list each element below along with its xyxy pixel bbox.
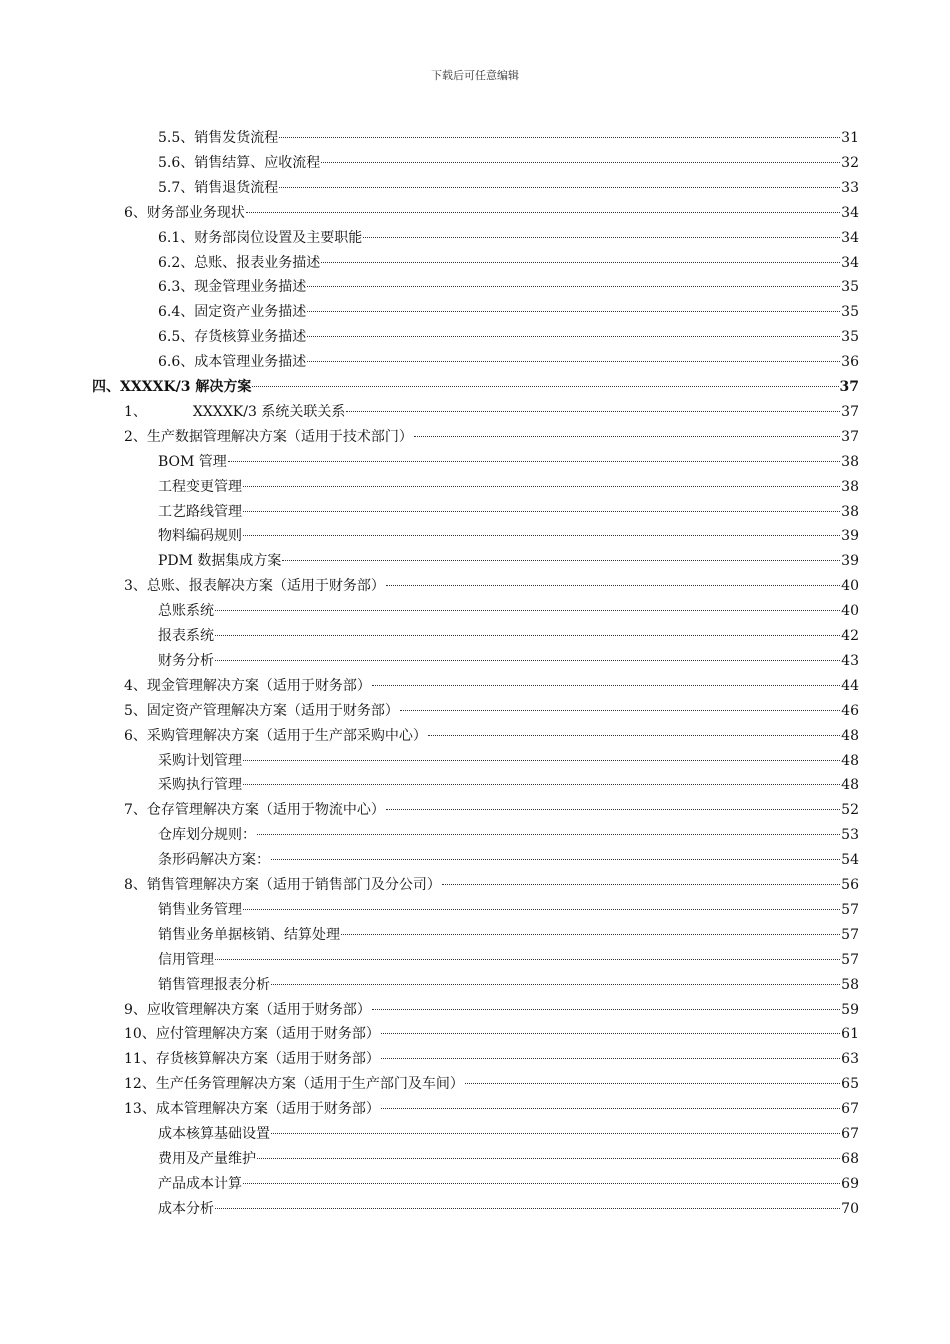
- toc-dot-leader: [307, 311, 840, 312]
- toc-entry-page-number: 54: [841, 852, 859, 869]
- toc-entry-page-number: 61: [841, 1026, 859, 1043]
- toc-entry-title: 产品成本计算: [158, 1175, 242, 1192]
- toc-entry-title: 6.3、现金管理业务描述: [158, 279, 307, 296]
- toc-entry-title: 13、成本管理解决方案（适用于财务部）: [124, 1101, 380, 1118]
- toc-entry-page-number: 69: [841, 1175, 859, 1192]
- toc-entry-title: 9、应收管理解决方案（适用于财务部）: [124, 1001, 371, 1018]
- toc-entry[interactable]: [158, 948, 859, 972]
- toc-entry[interactable]: [158, 500, 859, 524]
- toc-dot-leader: [257, 834, 840, 835]
- toc-entry-page-number: 34: [841, 204, 859, 221]
- toc-dot-leader: [381, 1058, 840, 1059]
- toc-entry-title: 10、应付管理解决方案（适用于财务部）: [124, 1026, 380, 1043]
- toc-entry-title: 仓库划分规则：: [158, 827, 256, 844]
- toc-entry[interactable]: [158, 251, 859, 275]
- toc-entry-page-number: 63: [841, 1051, 859, 1068]
- toc-entry[interactable]: [124, 400, 859, 424]
- toc-entry[interactable]: [158, 325, 859, 349]
- toc-entry-title: 采购执行管理: [158, 777, 242, 794]
- toc-dot-leader: [346, 411, 840, 412]
- toc-entry[interactable]: [158, 1147, 859, 1171]
- toc-entry[interactable]: [158, 126, 859, 150]
- toc-entry-page-number: 38: [841, 478, 859, 495]
- toc-entry-page-number: 67: [841, 1101, 859, 1118]
- page-header: 下载后可任意编辑: [431, 69, 519, 82]
- toc-entry-page-number: 52: [841, 802, 859, 819]
- toc-entry-title: XXXXK/3 系统关联关系: [192, 403, 346, 420]
- toc-entry[interactable]: [124, 998, 859, 1022]
- toc-entry[interactable]: [158, 923, 859, 947]
- toc-entry-title: 5、固定资产管理解决方案（适用于财务部）: [124, 702, 399, 719]
- toc-entry[interactable]: [124, 1047, 859, 1071]
- toc-entry-title: 四、XXXXK/3 解决方案: [92, 379, 252, 395]
- toc-entry-title: 6.1、财务部岗位设置及主要职能: [158, 229, 363, 246]
- toc-dot-leader: [243, 486, 840, 487]
- toc-entry-title: 6、财务部业务现状: [124, 204, 245, 221]
- toc-entry[interactable]: [158, 300, 859, 324]
- toc-entry[interactable]: [158, 450, 859, 474]
- toc-dot-leader: [215, 610, 840, 611]
- toc-entry-page-number: 39: [841, 528, 859, 545]
- toc-entry-page-number: 59: [841, 1001, 859, 1018]
- toc-dot-leader: [307, 286, 840, 287]
- toc-dot-leader: [271, 1133, 840, 1134]
- toc-entry-title: 6.6、成本管理业务描述: [158, 354, 307, 371]
- toc-dot-leader: [243, 535, 840, 536]
- toc-entry-title: PDM 数据集成方案: [158, 553, 282, 570]
- toc-entry-title: 费用及产量维护: [158, 1150, 256, 1167]
- toc-entry[interactable]: [158, 176, 859, 200]
- toc-dot-leader: [271, 859, 840, 860]
- toc-dot-leader: [386, 809, 840, 810]
- toc-entry-page-number: 68: [841, 1150, 859, 1167]
- toc-entry-title: 6、采购管理解决方案（适用于生产部采购中心）: [124, 727, 427, 744]
- toc-entry[interactable]: [124, 574, 859, 598]
- toc-entry-title: 7、仓存管理解决方案（适用于物流中心）: [124, 802, 385, 819]
- toc-entry-page-number: 46: [841, 702, 859, 719]
- toc-entry[interactable]: [158, 649, 859, 673]
- toc-entry-page-number: 38: [841, 453, 859, 470]
- toc-entry-page-number: 44: [841, 677, 859, 694]
- toc-dot-leader: [279, 137, 840, 138]
- toc-dot-leader: [243, 1183, 840, 1184]
- toc-entry[interactable]: [124, 699, 859, 723]
- toc-entry[interactable]: [158, 749, 859, 773]
- toc-entry-page-number: 36: [841, 354, 859, 371]
- toc-entry-title: BOM 管理: [158, 453, 227, 470]
- toc-dot-leader: [215, 1208, 840, 1209]
- toc-dot-leader: [215, 660, 840, 661]
- toc-dot-leader: [228, 461, 840, 462]
- toc-entry[interactable]: [158, 226, 859, 250]
- toc-entry-title: 报表系统: [158, 628, 214, 644]
- toc-entry-page-number: 57: [841, 951, 859, 968]
- toc-entry[interactable]: [124, 201, 859, 225]
- toc-entry-title: 信用管理: [158, 951, 214, 968]
- toc-entry-page-number: 67: [841, 1126, 859, 1142]
- toc-entry-number: 1、: [124, 403, 147, 420]
- toc-dot-leader: [252, 386, 838, 387]
- toc-entry-title: 8、销售管理解决方案（适用于销售部门及分公司）: [124, 877, 441, 893]
- toc-entry-page-number: 70: [841, 1200, 859, 1217]
- toc-dot-leader: [282, 560, 840, 561]
- toc-dot-leader: [381, 1108, 840, 1109]
- toc-entry[interactable]: [158, 549, 859, 573]
- toc-entry-title: 12、生产任务管理解决方案（适用于生产部门及车间）: [124, 1076, 464, 1093]
- toc-entry-title: 4、现金管理解决方案（适用于财务部）: [124, 677, 371, 694]
- toc-entry[interactable]: [124, 1022, 859, 1046]
- toc-dot-leader: [321, 162, 840, 163]
- toc-dot-leader: [372, 685, 840, 686]
- toc-dot-leader: [243, 784, 840, 785]
- toc-dot-leader: [243, 511, 840, 512]
- toc-entry-page-number: 39: [841, 553, 859, 570]
- toc-dot-leader: [321, 262, 840, 263]
- toc-dot-leader: [442, 884, 840, 885]
- toc-entry-page-number: 35: [841, 304, 859, 321]
- toc-entry-title: 销售业务单据核销、结算处理: [158, 926, 340, 943]
- toc-dot-leader: [257, 1158, 840, 1159]
- toc-dot-leader: [428, 735, 840, 736]
- toc-entry-title: 条形码解决方案：: [158, 852, 270, 869]
- toc-entry[interactable]: [158, 350, 859, 374]
- toc-dot-leader: [381, 1033, 840, 1034]
- toc-dot-leader: [243, 909, 840, 910]
- toc-entry-page-number: 42: [841, 628, 859, 644]
- toc-entry-title: 销售业务管理: [158, 901, 242, 918]
- toc-dot-leader: [363, 237, 840, 238]
- toc-entry-page-number: 48: [841, 752, 859, 769]
- toc-entry-title: 5.5、销售发货流程: [158, 130, 279, 146]
- toc-entry[interactable]: [158, 773, 859, 797]
- toc-entry-page-number: 43: [841, 652, 859, 669]
- toc-dot-leader: [215, 959, 840, 960]
- toc-entry-page-number: 40: [841, 603, 859, 620]
- toc-entry-title: 销售管理报表分析: [158, 976, 270, 993]
- toc-entry-title: 6.2、总账、报表业务描述: [158, 254, 321, 271]
- toc-dot-leader: [215, 635, 840, 636]
- toc-entry-page-number: 58: [841, 976, 859, 993]
- toc-entry-page-number: 57: [841, 926, 859, 943]
- toc-dot-leader: [372, 1009, 840, 1010]
- toc-entry[interactable]: [124, 674, 859, 698]
- toc-entry-page-number: 34: [841, 254, 859, 271]
- toc-entry[interactable]: [158, 275, 859, 299]
- toc-entry-title: 2、生产数据管理解决方案（适用于技术部门）: [124, 428, 413, 445]
- toc-dot-leader: [307, 361, 840, 362]
- toc-entry-page-number: 35: [841, 279, 859, 296]
- toc-entry[interactable]: [124, 724, 859, 748]
- toc-dot-leader: [465, 1083, 840, 1084]
- toc-entry[interactable]: [158, 973, 859, 997]
- toc-dot-leader: [246, 212, 840, 213]
- toc-entry-page-number: 40: [841, 578, 859, 595]
- toc-entry-page-number: 32: [841, 154, 859, 171]
- toc-dot-leader: [414, 436, 840, 437]
- toc-entry-title: 6.5、存货核算业务描述: [158, 329, 307, 346]
- toc-entry-title: 成本分析: [158, 1200, 214, 1217]
- toc-entry[interactable]: [158, 524, 859, 548]
- toc-entry[interactable]: [158, 1197, 859, 1221]
- toc-entry[interactable]: [158, 624, 859, 648]
- toc-dot-leader: [279, 187, 840, 188]
- toc-entry-title: 5.6、销售结算、应收流程: [158, 154, 321, 171]
- toc-entry[interactable]: [124, 798, 859, 822]
- toc-entry-page-number: 37: [841, 428, 859, 445]
- toc-entry-title: 财务分析: [158, 652, 214, 669]
- toc-dot-leader: [386, 585, 840, 586]
- toc-entry[interactable]: [158, 151, 859, 175]
- toc-entry-title: 5.7、销售退货流程: [158, 179, 279, 196]
- toc-dot-leader: [271, 984, 840, 985]
- toc-dot-leader: [243, 760, 840, 761]
- toc-entry-page-number: 33: [841, 179, 859, 196]
- toc-entry-title: 3、总账、报表解决方案（适用于财务部）: [124, 578, 385, 595]
- toc-entry-title: 11、存货核算解决方案（适用于财务部）: [124, 1051, 380, 1068]
- toc-entry[interactable]: [158, 898, 859, 922]
- toc-entry-page-number: 34: [841, 229, 859, 246]
- toc-dot-leader: [400, 710, 840, 711]
- toc-entry-page-number: 37: [839, 379, 859, 395]
- toc-entry[interactable]: [158, 1172, 859, 1196]
- toc-entry-title: 总账系统: [158, 603, 214, 620]
- toc-entry-title: 工程变更管理: [158, 478, 242, 495]
- toc-entry-page-number: 38: [841, 503, 859, 520]
- toc-entry[interactable]: [158, 823, 859, 847]
- toc-entry[interactable]: [124, 1072, 859, 1096]
- toc-entry[interactable]: [124, 1097, 859, 1121]
- toc-entry[interactable]: [124, 425, 859, 449]
- toc-entry-page-number: 35: [841, 329, 859, 346]
- toc-entry[interactable]: [158, 848, 859, 872]
- toc-entry-page-number: 56: [841, 877, 859, 893]
- toc-entry-title: 物料编码规则: [158, 528, 242, 545]
- toc-entry-page-number: 53: [841, 827, 859, 844]
- toc-entry-page-number: 48: [841, 777, 859, 794]
- toc-dot-leader: [307, 336, 840, 337]
- toc-dot-leader: [341, 934, 840, 935]
- toc-entry-title: 采购计划管理: [158, 752, 242, 769]
- toc-entry-title: 6.4、固定资产业务描述: [158, 304, 307, 321]
- toc-entry-title: 成本核算基础设置: [158, 1126, 270, 1142]
- toc-entry-page-number: 48: [841, 727, 859, 744]
- toc-entry[interactable]: [124, 873, 859, 897]
- toc-entry-page-number: 31: [841, 130, 859, 146]
- toc-entry[interactable]: [158, 599, 859, 623]
- toc-entry[interactable]: [158, 475, 859, 499]
- toc-entry[interactable]: [92, 375, 859, 399]
- toc-entry-page-number: 37: [841, 403, 859, 420]
- toc-entry-page-number: 65: [841, 1076, 859, 1093]
- toc-entry-title: 工艺路线管理: [158, 503, 242, 520]
- toc-entry-page-number: 57: [841, 901, 859, 918]
- toc-entry[interactable]: [158, 1122, 859, 1146]
